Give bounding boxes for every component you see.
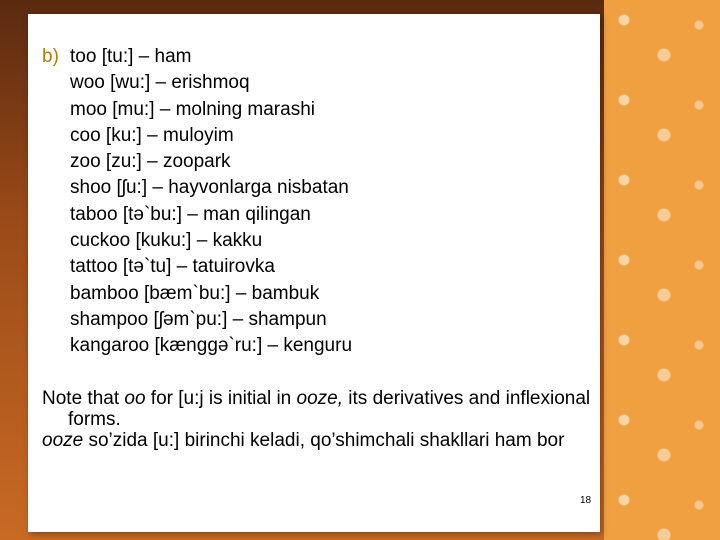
list-item: cuckoo [kuku:] – kakku xyxy=(70,230,263,252)
list-item: kangaroo [kænggə`ru:] – kenguru xyxy=(70,335,353,357)
list-item: coo [ku:] – muloyim xyxy=(70,124,234,146)
note-line: forms. xyxy=(68,409,121,430)
list-item: taboo [tə`bu:] – man qilingan xyxy=(70,203,311,225)
page-number: 18 xyxy=(580,495,592,506)
note-line: Note that oo for [u:j is initial in ooze, its derivatives and inflexional xyxy=(42,388,591,409)
list-marker: b) xyxy=(42,46,59,67)
list-item-text: too [tu:] – ham xyxy=(70,46,192,67)
vocabulary-list xyxy=(42,44,352,360)
list-item: shoo [ʃu:] – hayvonlarga nisbatan xyxy=(70,177,349,199)
list-item: woo [wu:] – erishmoq xyxy=(70,72,250,94)
note-line: ooze so’zida [u:] birinchi keladi, qo’shimchali shakllari ham bor xyxy=(42,430,565,451)
list-item: shampoo [ʃəm`pu:] – shampun xyxy=(70,308,327,330)
note-paragraph xyxy=(42,388,682,451)
list-item xyxy=(42,44,352,70)
list-item: bamboo [bæm`bu:] – bambuk xyxy=(70,282,320,304)
list-item: zoo [zu:] – zoopark xyxy=(70,151,231,173)
decorative-flower-pattern xyxy=(604,0,720,540)
list-item: tattoo [tə`tu] – tatuirovka xyxy=(70,256,275,278)
list-item: moo [mu:] – molning marashi xyxy=(70,98,315,120)
